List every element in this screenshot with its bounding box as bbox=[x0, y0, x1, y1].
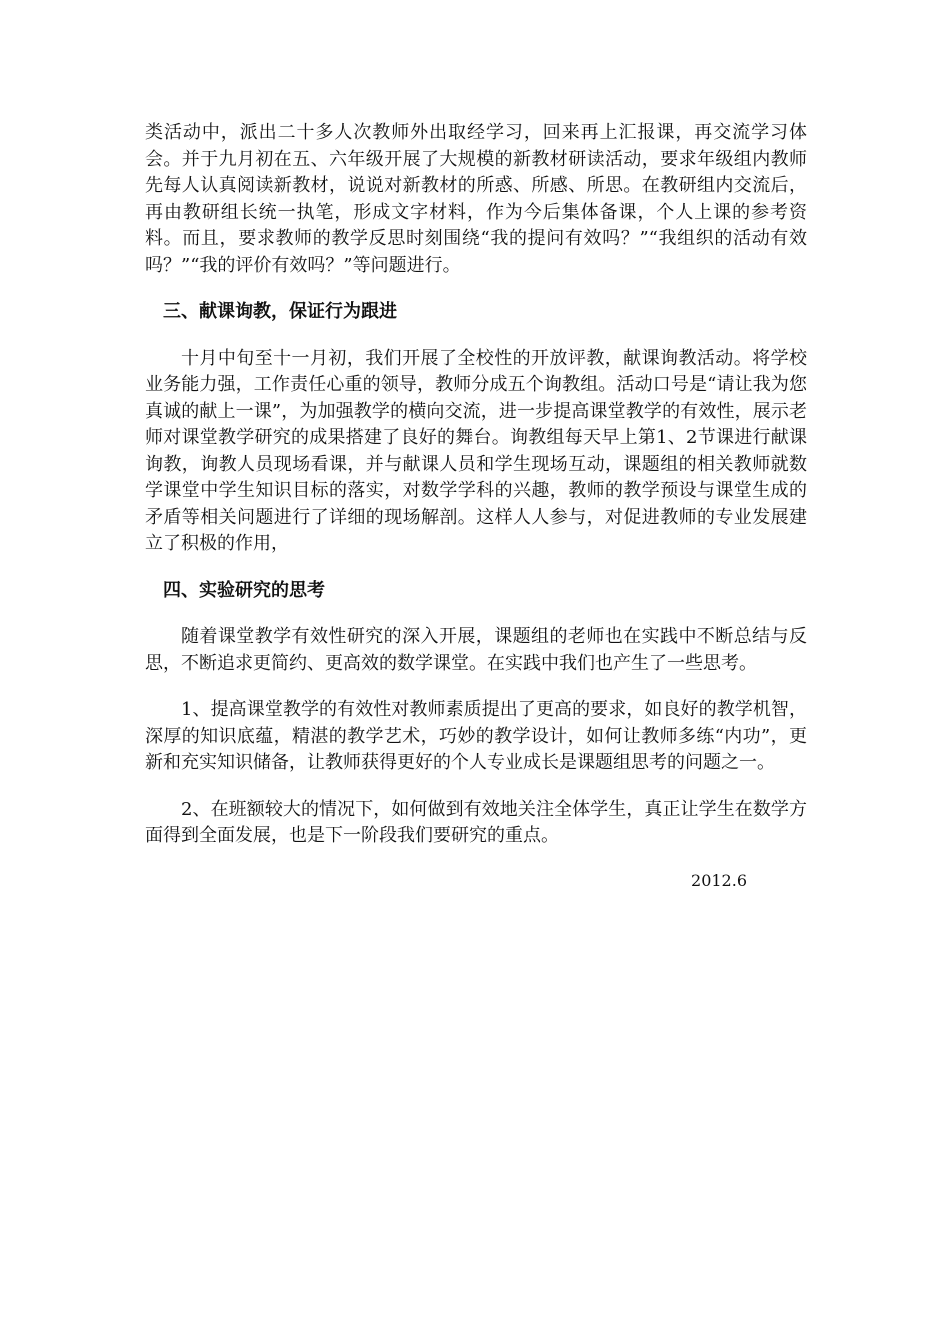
document-date: 2012.6 bbox=[691, 870, 747, 890]
section-heading-3: 三、献课询教，保证行为跟进 bbox=[163, 301, 397, 322]
paragraph-point-2: 2、在班额较大的情况下，如何做到有效地关注全体学生，真正让学生在数学方面得到全面发展，也是下一阶段我们要研究的重点。 bbox=[145, 798, 807, 846]
paragraph-point-1: 1、提高课堂教学的有效性对教师素质提出了更高的要求，如良好的教学机智，深厚的知识底蕴，精湛的教学艺术，巧妙的教学设计，如何让教师多练“内功”，更新和充实知识储备，让教师获得更好的个人专业成长是课题组思考的问题之一。 bbox=[145, 699, 807, 773]
paragraph-section-3: 十月中旬至十一月初，我们开展了全校性的开放评教，献课询教活动。将学校业务能力强，工作责任心重的领导，教师分成五个询教组。活动口号是“请让我为您真诚的献上一课”，为加强教学的横向交流，进一步提高课堂教学的有效性，展示老师对课堂教学研究的成果搭建了良好的舞台。询教组每天早上第1、2节课进行献课询教，询教人员现场看课，并与献课人员和学生现场互动，课题组的相关教师就数学课堂中学生知识目标的落实，对数学学科的兴趣，教师的教学预设与课堂生成的矛盾等相关问题进行了详细的现场解剖。这样人人参与，对促进教师的专业发展建立了积极的作用， bbox=[145, 347, 807, 554]
paragraph-intro: 类活动中，派出二十多人次教师外出取经学习，回来再上汇报课，再交流学习体会。并于九月初在五、六年级开展了大规模的新教材研读活动，要求年级组内教师先每人认真阅读新教材，说说对新教材的所惑、所感、所思。在教研组内交流后，再由教研组长统一执笔，形成文字材料，作为今后集体备课，个人上课的参考资料。而且，要求教师的教学反思时刻围绕“我的提问有效吗？”“我组织的活动有效吗？”“我的评价有效吗？”等问题进行。 bbox=[145, 122, 807, 276]
section-heading-4: 四、实验研究的思考 bbox=[163, 579, 325, 601]
document-page bbox=[145, 120, 807, 894]
paragraph-section-4: 随着课堂教学有效性研究的深入开展，课题组的老师也在实践中不断总结与反思，不断追求更简约、更高效的数学课堂。在实践中我们也产生了一些思考。 bbox=[145, 626, 807, 674]
